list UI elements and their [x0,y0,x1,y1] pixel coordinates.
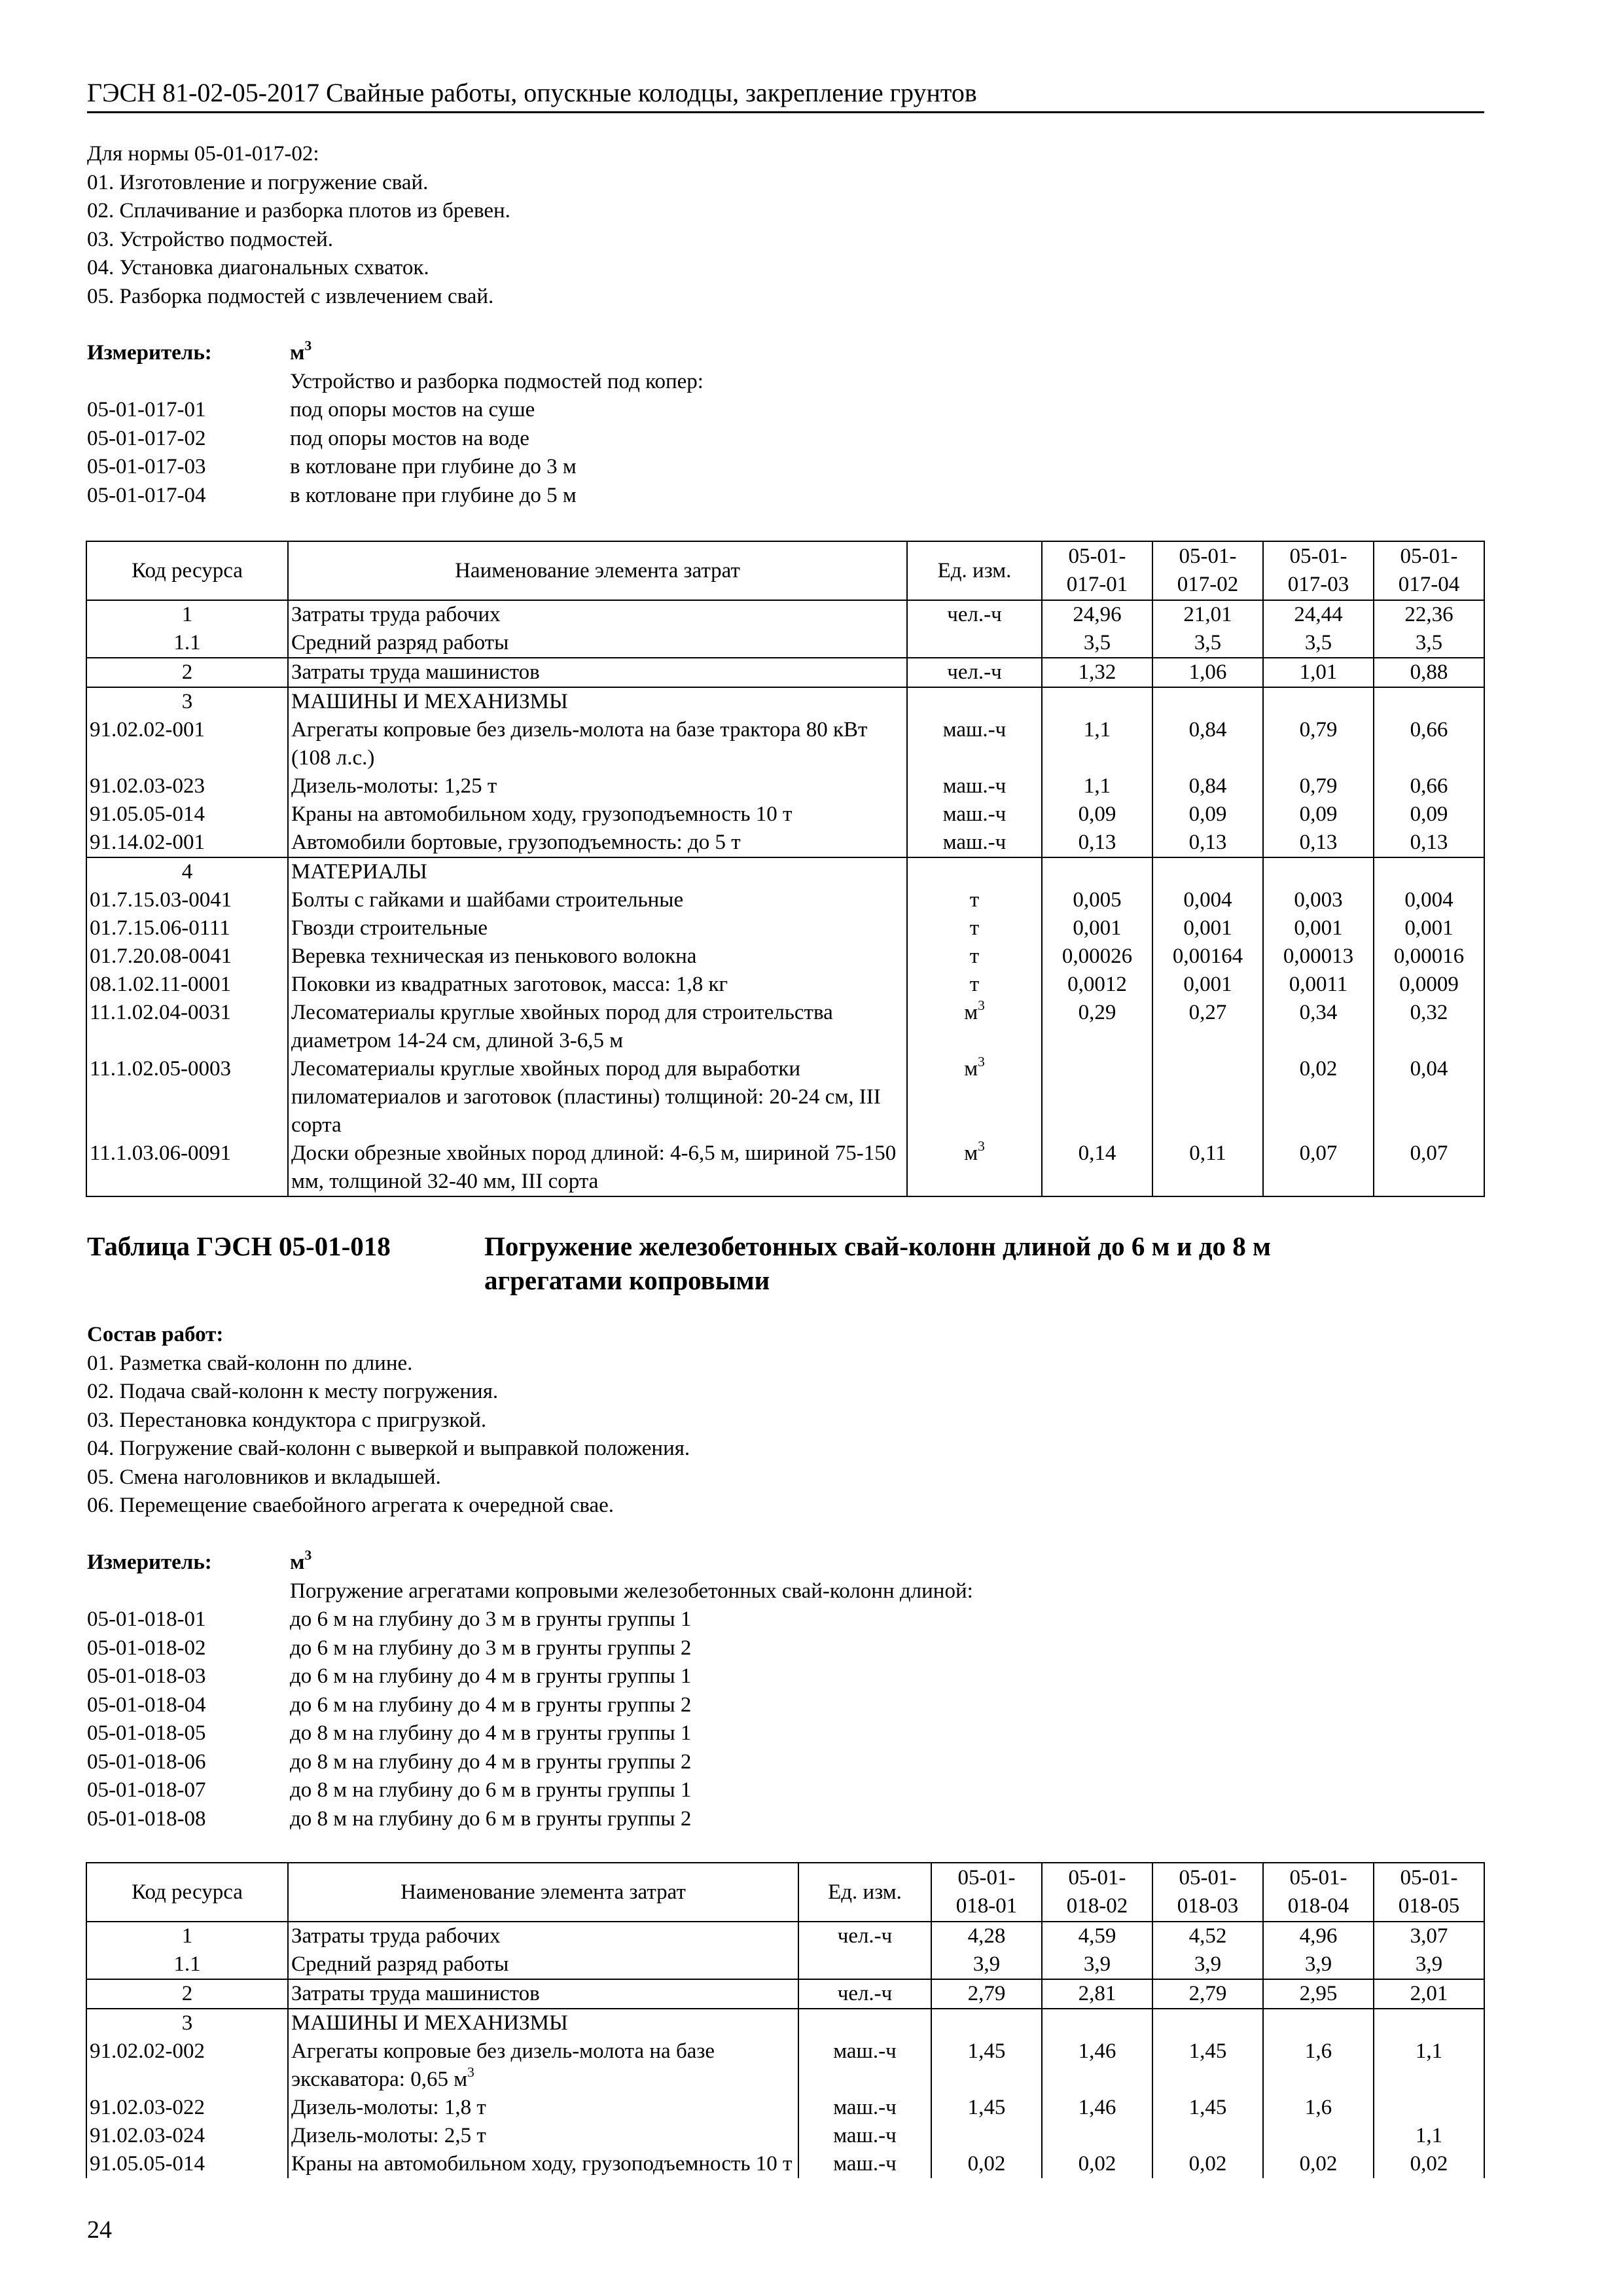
cell-value: 1,06 [1152,658,1263,687]
cell-value: 3,5 [1042,629,1152,658]
table-row [86,857,1484,886]
cell-value [1152,2009,1263,2037]
header-norm-col: 05-01- 017-03 [1263,541,1374,600]
cell-value: 0,84 [1152,772,1263,800]
cell-value: 3,9 [1152,1950,1263,1979]
cell-unit: маш.-ч [907,829,1042,857]
table-row [86,942,1484,971]
cell-name: МАШИНЫ И МЕХАНИЗМЫ [288,2009,798,2037]
work-step: 02. Подача свай-колонн к месту погружения. [87,1380,499,1403]
cell-value: 0,11 [1152,1139,1263,1196]
cell-value: 3,9 [931,1950,1042,1979]
cell-name: Затраты труда рабочих [288,1922,798,1950]
cell-name: Агрегаты копровые без дизель-молота на базе экскаватора: 0,65 $м^3$ [288,2037,798,2094]
meter-unit: $м^3$ [290,337,312,365]
cell-value: 0,0011 [1263,971,1374,999]
cell-name: МАТЕРИАЛЫ [288,857,907,886]
cell-name: Средний разряд работы [288,1950,798,1979]
cell-unit: маш.-ч [798,2150,931,2178]
cell-value: 4,52 [1152,1922,1263,1950]
header-norm-col: 05-01- 018-04 [1263,1863,1374,1922]
cell-name: Дизель-молоты: 2,5 т [288,2122,798,2150]
cell-name: Лесоматериалы круглые хвойных пород для строительства диаметром 14-24 см, длиной 3-6,5 м [288,999,907,1055]
cell-value: 0,34 [1263,999,1374,1055]
cell-value [1152,687,1263,716]
cell-code: 91.02.02-002 [86,2037,288,2094]
cell-value [1042,857,1152,886]
cell-value: 0,00013 [1263,942,1374,971]
header-norm-col: 05-01- 017-01 [1042,541,1152,600]
cell-name: Дизель-молоты: 1,25 т [288,772,907,800]
cell-value [1263,687,1374,716]
norm-line: 05-01-018-01 до 6 м на глубину до 3 м в грунты группы 1 [87,1607,692,1631]
cell-value: 2,79 [931,1979,1042,2009]
top-meter-block [87,339,1484,510]
cell-unit [907,629,1042,658]
cell-code: 91.14.02-001 [86,829,288,857]
cell-value: 1,1 [1042,716,1152,772]
table-row [86,716,1484,772]
cell-name: Затраты труда машинистов [288,658,907,687]
header-norm-col: 05-01- 017-02 [1152,541,1263,600]
cell-name: МАШИНЫ И МЕХАНИЗМЫ [288,687,907,716]
norm-line: 05-01-018-05 до 8 м на глубину до 4 м в грунты группы 1 [87,1721,692,1745]
meter-description: Устройство и разборка подмостей под копер: [290,369,704,393]
meter-unit: $м^3$ [290,1547,312,1574]
cell-name: Агрегаты копровые без дизель-молота на базе трактора 80 кВт (108 л.с.) [288,716,907,772]
cell-value: 0,88 [1374,658,1484,687]
table-row [86,2150,1484,2178]
header-norm-col: 05-01- 018-03 [1152,1863,1263,1922]
cell-unit: $м^3$ [907,999,1042,1055]
cell-value: 0,003 [1263,886,1374,914]
cell-code: 2 [86,1979,288,2009]
cell-value: 0,09 [1374,800,1484,829]
cell-value: 0,02 [1374,2150,1484,2178]
cell-value: 0,0009 [1374,971,1484,999]
work-step: 05. Смена наголовников и вкладышей. [87,1465,441,1489]
table-row [86,772,1484,800]
header-name: Наименование элемента затрат [288,1863,798,1922]
page-number: 24 [87,2216,112,2244]
cell-value [1374,2094,1484,2122]
norm-line: 05-01-018-02 до 6 м на глубину до 3 м в грунты группы 2 [87,1636,692,1660]
cell-code: 3 [86,687,288,716]
cell-unit: чел.-ч [907,658,1042,687]
cell-name: Веревка техническая из пенькового волокна [288,942,907,971]
cell-unit: чел.-ч [798,1922,931,1950]
cell-value: 3,9 [1042,1950,1152,1979]
cell-value: 0,00026 [1042,942,1152,971]
cell-value: 3,07 [1374,1922,1484,1950]
composition-block [87,1321,1484,1520]
norm-line: 05-01-017-02 под опоры мостов на воде [87,426,529,450]
table-row [86,1950,1484,1979]
cell-value [1263,2122,1374,2150]
header-norm-col: 05-01- 017-04 [1374,541,1484,600]
table-row [86,600,1484,629]
resource-table-017 [86,541,1485,1197]
table-row [86,1139,1484,1196]
table-row [86,829,1484,857]
norm-line: 05-01-018-07 до 8 м на глубину до 6 м в грунты группы 1 [87,1778,692,1802]
top-work-steps [87,140,1484,311]
table-row [86,1055,1484,1139]
cell-code: 11.1.02.05-0003 [86,1055,288,1139]
table-row [86,999,1484,1055]
cell-value [1042,2009,1152,2037]
cell-value [931,2122,1042,2150]
meter-label: Измеритель: [87,341,212,365]
table-row [86,971,1484,999]
cell-code: 11.1.03.06-0091 [86,1139,288,1196]
cell-unit: т [907,942,1042,971]
bottom-meter-block [87,1549,1484,1833]
cell-name: Дизель-молоты: 1,8 т [288,2094,798,2122]
cell-value: 3,5 [1263,629,1374,658]
cell-value: 1,45 [1152,2037,1263,2094]
norm-line: 05-01-017-04 в котловане при глубине до 5 м [87,483,577,507]
cell-value [1374,2009,1484,2037]
cell-name: Краны на автомобильном ходу, грузоподъемность 10 т [288,2150,798,2178]
cell-name: Затраты труда рабочих [288,600,907,629]
cell-value: 0,13 [1042,829,1152,857]
page-header: ГЭСН 81-02-05-2017 Свайные работы, опускные колодцы, закрепление грунтов [87,77,1484,113]
cell-value [1152,2122,1263,2150]
cell-value: 0,001 [1374,914,1484,942]
cell-code: 2 [86,658,288,687]
cell-name: Болты с гайками и шайбами строительные [288,886,907,914]
cell-value: 2,81 [1042,1979,1152,2009]
cell-name: Автомобили бортовые, грузоподъемность: до 5 т [288,829,907,857]
cell-value: 0,02 [1263,2150,1374,2178]
cell-unit: т [907,914,1042,942]
cell-code: 91.05.05-014 [86,800,288,829]
cell-value: 0,09 [1263,800,1374,829]
work-step: 04. Погружение свай-колонн с выверкой и выправкой положения. [87,1437,690,1460]
cell-value: 0,02 [1152,2150,1263,2178]
cell-code: 01.7.20.08-0041 [86,942,288,971]
cell-value: 3,9 [1263,1950,1374,1979]
cell-value: 3,9 [1374,1950,1484,1979]
table-title [87,1229,1484,1301]
cell-value: 0,001 [1152,914,1263,942]
cell-value: 0,02 [1042,2150,1152,2178]
cell-code: 01.7.15.06-0111 [86,914,288,942]
cell-value: 24,44 [1263,600,1374,629]
cell-code: 1.1 [86,629,288,658]
table-row [86,2122,1484,2150]
work-step: 01. Разметка свай-колонн по длине. [87,1351,413,1375]
norm-line: 05-01-018-06 до 8 м на глубину до 4 м в грунты группы 2 [87,1749,692,1774]
cell-unit: маш.-ч [907,800,1042,829]
table-row [86,1979,1484,2009]
cell-name: Доски обрезные хвойных пород длиной: 4-6,5 м, шириной 75-150 мм, толщиной 32-40 мм, III сорта [288,1139,907,1196]
cell-value: 1,46 [1042,2037,1152,2094]
table-row [86,2094,1484,2122]
header-norm-col: 05-01- 018-02 [1042,1863,1152,1922]
cell-value: 1,45 [931,2094,1042,2122]
table-title-text: Погружение железобетонных свай-колонн длиной до 6 м и до 8 м агрегатами копровыми [484,1231,1271,1295]
cell-value: 0,02 [1263,1055,1374,1139]
norm-line: 05-01-017-01 под опоры мостов на суше [87,398,535,422]
cell-unit: $м^3$ [907,1139,1042,1196]
cell-value: 4,96 [1263,1922,1374,1950]
cell-value: 0,09 [1152,800,1263,829]
cell-code: 91.02.03-024 [86,2122,288,2150]
table-row [86,886,1484,914]
cell-value [1152,857,1263,886]
cell-value: 2,01 [1374,1979,1484,2009]
cell-value: 1,45 [1152,2094,1263,2122]
cell-value: 0,02 [931,2150,1042,2178]
cell-value: 0,004 [1152,886,1263,914]
work-step: 05. Разборка подмостей с извлечением свай. [87,284,494,308]
cell-value: 0,32 [1374,999,1484,1055]
cell-code: 01.7.15.03-0041 [86,886,288,914]
cell-code: 3 [86,2009,288,2037]
cell-value: 1,1 [1374,2037,1484,2094]
cell-name: Затраты труда машинистов [288,1979,798,2009]
cell-unit [798,1950,931,1979]
cell-value: 1,01 [1263,658,1374,687]
cell-value: 0,79 [1263,716,1374,772]
cell-value: 0,13 [1374,829,1484,857]
cell-unit: маш.-ч [907,772,1042,800]
cell-value: 1,1 [1374,2122,1484,2150]
cell-value [1042,1055,1152,1139]
header-name: Наименование элемента затрат [288,541,907,600]
cell-code: 11.1.02.04-0031 [86,999,288,1055]
cell-unit: $м^3$ [907,1055,1042,1139]
cell-code: 08.1.02.11-0001 [86,971,288,999]
norm-line: 05-01-017-03 в котловане при глубине до 3 м [87,455,577,478]
cell-value [1042,687,1152,716]
header-norm-col: 05-01- 018-01 [931,1863,1042,1922]
cell-unit: т [907,971,1042,999]
cell-name: Поковки из квадратных заготовок, масса: 1,8 кг [288,971,907,999]
norm-intro: Для нормы 05-01-017-02: [87,142,319,166]
cell-value: 0,0012 [1042,971,1152,999]
cell-value: 0,29 [1042,999,1152,1055]
cell-value: 0,001 [1042,914,1152,942]
cell-code: 4 [86,857,288,886]
cell-unit: чел.-ч [798,1979,931,2009]
cell-value [1042,2122,1152,2150]
cell-value: 0,001 [1263,914,1374,942]
cell-value: 0,13 [1263,829,1374,857]
cell-unit: маш.-ч [907,716,1042,772]
table-row [86,658,1484,687]
cell-value: 0,66 [1374,772,1484,800]
cell-unit: маш.-ч [798,2037,931,2094]
cell-value: 4,28 [931,1922,1042,1950]
cell-value: 2,79 [1152,1979,1263,2009]
cell-name: Лесоматериалы круглые хвойных пород для выработки пиломатериалов и заготовок (пластины) толщиной: 20-24 см, III сорта [288,1055,907,1139]
header-unit: Ед. изм. [907,541,1042,600]
cell-value [1263,857,1374,886]
cell-unit: маш.-ч [798,2122,931,2150]
cell-value: 1,6 [1263,2094,1374,2122]
cell-value: 0,00016 [1374,942,1484,971]
cell-code: 91.05.05-014 [86,2150,288,2178]
resource-table-018 [86,1862,1485,2178]
cell-value: 2,95 [1263,1979,1374,2009]
cell-value [1152,1055,1263,1139]
cell-value: 0,07 [1374,1139,1484,1196]
table-row [86,914,1484,942]
header-code: Код ресурса [86,541,288,600]
cell-value: 0,04 [1374,1055,1484,1139]
cell-code: 91.02.03-022 [86,2094,288,2122]
cell-value: 0,00164 [1152,942,1263,971]
header-unit: Ед. изм. [798,1863,931,1922]
work-step: 01. Изготовление и погружение свай. [87,170,429,194]
cell-value: 1,1 [1042,772,1152,800]
cell-value: 0,66 [1374,716,1484,772]
cell-code: 1 [86,1922,288,1950]
cell-value [931,2009,1042,2037]
work-step: 03. Перестановка кондуктора с пригрузкой. [87,1408,487,1432]
cell-value: 0,09 [1042,800,1152,829]
work-step: 04. Установка диагональных схваток. [87,256,429,279]
meter-description: Погружение агрегатами копровыми железобетонных свай-колонн длиной: [290,1579,973,1603]
cell-value: 0,005 [1042,886,1152,914]
work-step: 02. Сплачивание и разборка плотов из бревен. [87,199,510,223]
cell-code: 91.02.03-023 [86,772,288,800]
cell-unit [798,2009,931,2037]
cell-code: 1.1 [86,1950,288,1979]
cell-value: 24,96 [1042,600,1152,629]
cell-unit: чел.-ч [907,600,1042,629]
cell-value: 0,004 [1374,886,1484,914]
cell-value: 1,45 [931,2037,1042,2094]
table-row [86,2009,1484,2037]
composition-label: Состав работ: [87,1323,224,1346]
cell-value: 3,5 [1152,629,1263,658]
cell-value: 21,01 [1152,600,1263,629]
table-row [86,687,1484,716]
cell-value: 0,79 [1263,772,1374,800]
header-norm-col: 05-01- 018-05 [1374,1863,1484,1922]
table-row [86,1922,1484,1950]
norm-line: 05-01-018-03 до 6 м на глубину до 4 м в грунты группы 1 [87,1664,692,1688]
norm-line: 05-01-018-08 до 8 м на глубину до 6 м в грунты группы 2 [87,1806,692,1831]
cell-code: 91.02.02-001 [86,716,288,772]
table-row [86,629,1484,658]
cell-value: 4,59 [1042,1922,1152,1950]
cell-value: 22,36 [1374,600,1484,629]
cell-unit: т [907,886,1042,914]
table-row [86,2037,1484,2094]
cell-value [1374,857,1484,886]
header-code: Код ресурса [86,1863,288,1922]
cell-value: 3,5 [1374,629,1484,658]
cell-value: 1,6 [1263,2037,1374,2094]
cell-name: Краны на автомобильном ходу, грузоподъемность 10 т [288,800,907,829]
cell-unit [907,857,1042,886]
cell-value: 0,07 [1263,1139,1374,1196]
cell-code: 1 [86,600,288,629]
work-step: 03. Устройство подмостей. [87,227,334,251]
cell-value [1374,687,1484,716]
cell-value: 0,27 [1152,999,1263,1055]
cell-value: 0,84 [1152,716,1263,772]
work-step: 06. Перемещение сваебойного агрегата к очередной свае. [87,1494,615,1517]
cell-unit: маш.-ч [798,2094,931,2122]
cell-name: Гвозди строительные [288,914,907,942]
cell-name: Средний разряд работы [288,629,907,658]
cell-value: 0,001 [1152,971,1263,999]
table-title-code: Таблица ГЭСН 05-01-018 [87,1231,391,1261]
cell-value: 1,32 [1042,658,1152,687]
norm-line: 05-01-018-04 до 6 м на глубину до 4 м в грунты группы 2 [87,1693,692,1717]
table-row [86,800,1484,829]
cell-value: 1,46 [1042,2094,1152,2122]
meter-label: Измеритель: [87,1551,212,1574]
cell-value: 0,13 [1152,829,1263,857]
cell-unit [907,687,1042,716]
cell-value [1263,2009,1374,2037]
cell-value: 0,14 [1042,1139,1152,1196]
